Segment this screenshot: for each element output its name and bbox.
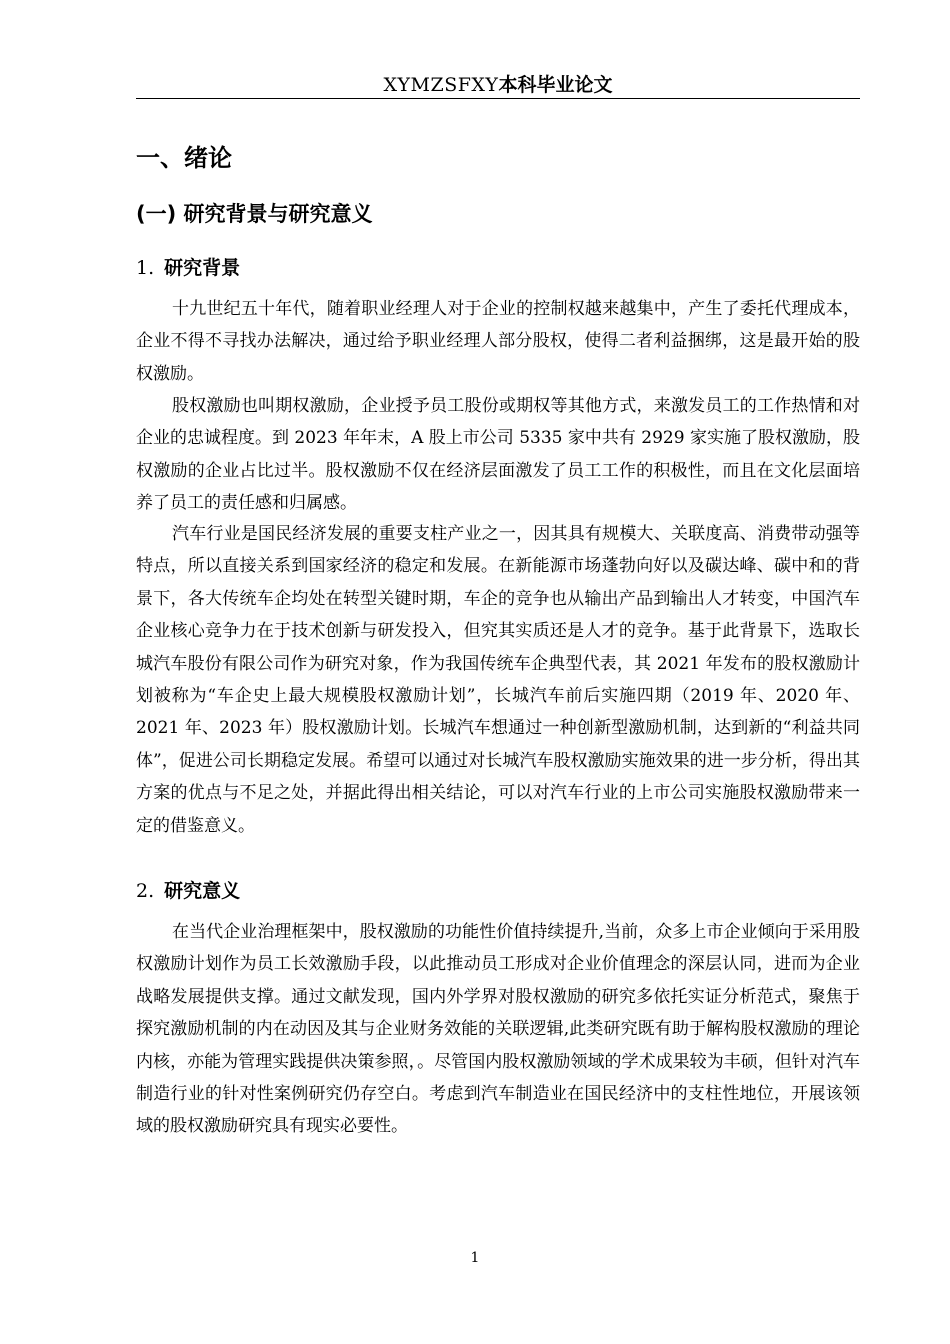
subsection-title: 研究背景 — [164, 257, 241, 279]
body-paragraph: 十九世纪五十年代，随着职业经理人对于企业的控制权越来越集中，产生了委托代理成本，企业不得不寻找办法解决，通过给予职业经理人部分股权，使得二者利益捆绑，这是最开始的股权激励。 — [136, 299, 860, 384]
page-number: 1 — [470, 1250, 480, 1266]
running-header — [136, 72, 860, 98]
body-paragraph: 股权激励也叫期权激励，企业授予员工股份或期权等其他方式，来激发员工的工作热情和对企业的忠诚程度。到 2023 年年末，A 股上市公司 5335 家中共有 2929 家实施了股权激励，股权激励的企业占比过半。股权激励不仅在经济层面激发了员工工作的积极性，而且在文化层面培养了员工的责任感和归属感。 — [136, 396, 860, 514]
chapter-title: 一、绪论 — [136, 144, 232, 172]
subsection-number: 2. — [136, 880, 155, 902]
header-title: 本科毕业论文 — [498, 74, 613, 96]
section-title: (一) 研究背景与研究意义 — [136, 202, 373, 226]
body-paragraph: 在当代企业治理框架中，股权激励的功能性价值持续提升,当前，众多上市企业倾向于采用股权激励计划作为员工长效激励手段，以此推动员工形成对企业价值理念的深层认同，进而为企业战略发展提供支撑。通过文献发现，国内外学界对股权激励的研究多依托实证分析范式，聚焦于探究激励机制的内在动因及其与企业财务效能的关联逻辑,此类研究既有助于解构股权激励的理论内核，亦能为管理实践提供决策参照，。尽管国内股权激励领域的学术成果较为丰硕，但针对汽车制造行业的针对性案例研究仍存空白。考虑到汽车制造业在国民经济中的支柱性地位，开展该领域的股权激励研究具有现实必要性。 — [136, 922, 860, 1137]
subsection-heading-significance — [136, 876, 240, 906]
subsection-title: 研究意义 — [164, 880, 241, 902]
subsection-heading-background — [136, 253, 240, 283]
subsection-number: 1. — [136, 257, 155, 279]
body-paragraph: 汽车行业是国民经济发展的重要支柱产业之一，因其具有规模大、关联度高、消费带动强等特点，所以直接关系到国家经济的稳定和发展。在新能源市场蓬勃向好以及碳达峰、碳中和的背景下，各大传统车企均处在转型关键时期，车企的竞争也从输出产品到输出人才转变，中国汽车企业核心竞争力在于技术创新与研发投入，但究其实质还是人才的竞争。基于此背景下，选取长城汽车股份有限公司作为研究对象，作为我国传统车企典型代表，其 2021 年发布的股权激励计划被称为“车企史上最大规模股权激励计划”，长城汽车前后实施四期（2019 年、2020 年、2021 年、2023 年）股权激励计划。长城汽车想通过一种创新型激励机制，达到新的“利益共同体”，促进公司长期稳定发展。希望可以通过对长城汽车股权激励实施效果的进一步分析，得出其方案的优点与不足之处，并据此得出相关结论，可以对汽车行业的上市公司实施股权激励带来一定的借鉴意义。 — [136, 524, 860, 836]
header-divider — [136, 98, 860, 99]
header-code: XYMZSFXY — [383, 74, 499, 96]
